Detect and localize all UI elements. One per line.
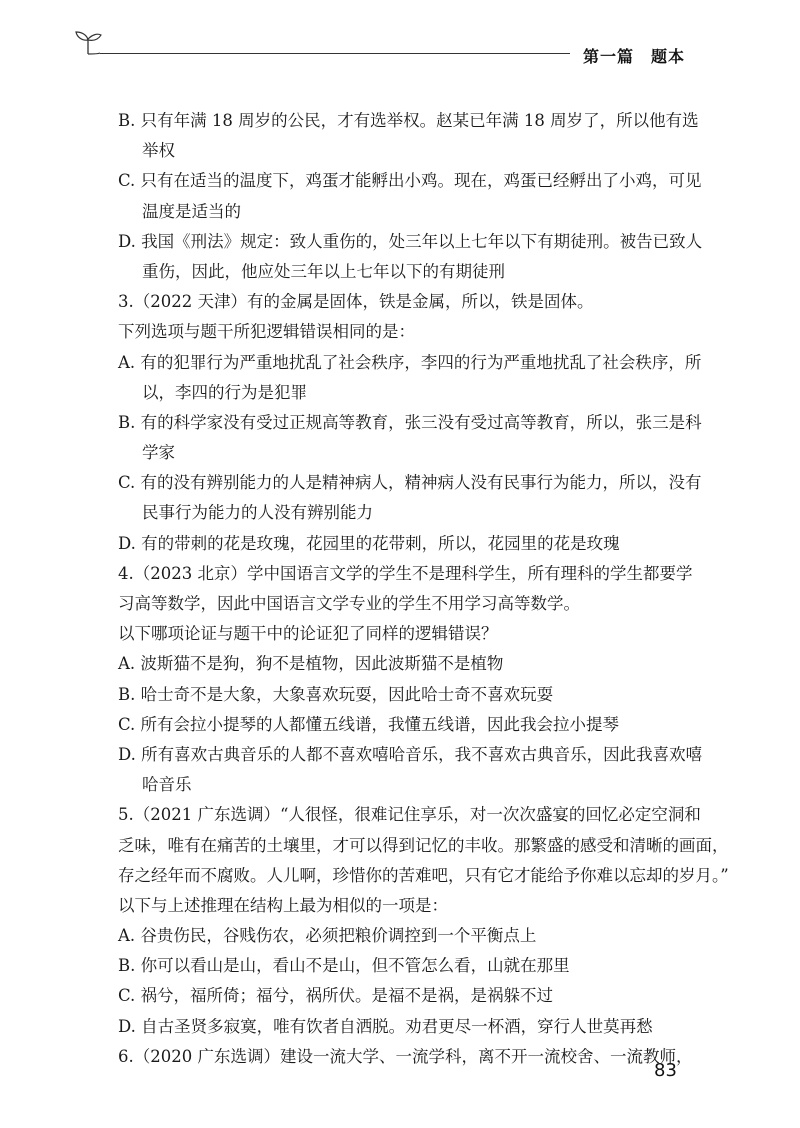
section-title: 第一篇 题本 (583, 47, 686, 66)
page-number: 83 (654, 1060, 677, 1081)
text-line: B. 只有年满 18 周岁的公民，才有选举权。赵某已年满 18 周岁了，所以他有选 (118, 111, 699, 130)
text-line: C. 有的没有辨别能力的人是精神病人，精神病人没有民事行为能力，所以，没有 (118, 473, 702, 493)
text-line: 以下哪项论证与题干中的论证犯了同样的逻辑错误？ (118, 624, 498, 644)
text-line: 3.（2022 天津）有的金属是固体，铁是金属，所以，铁是固体。 (118, 292, 594, 312)
text-line: A. 波斯猫不是狗，狗不是植物，因此波斯猫不是植物 (118, 654, 504, 674)
sprout-icon (74, 30, 102, 60)
text-line: B. 你可以看山是山，看山不是山，但不管怎么看，山就在那里 (118, 956, 570, 976)
text-line: C. 所有会拉小提琴的人都懂五线谱，我懂五线谱，因此我会拉小提琴 (118, 714, 620, 734)
text-line: 学家 (142, 443, 175, 463)
text-line: 民事行为能力的人没有辨别能力 (142, 503, 373, 523)
text-line: 重伤，因此，他应处三年以上七年以下的有期徒刑 (142, 261, 505, 281)
text-line: 5.（2021 广东选调）“人很怪，很难记住享乐，对一次次盛宴的回忆必定空洞和 (118, 805, 701, 825)
text-line: A. 有的犯罪行为严重地扰乱了社会秩序，李四的行为严重地扰乱了社会秩序，所 (118, 352, 702, 372)
text-line: C. 只有在适当的温度下，鸡蛋才能孵出小鸡。现在，鸡蛋已经孵出了小鸡，可见 (118, 171, 702, 191)
text-line: 6.（2020 广东选调）建设一流大学、一流学科，离不开一流校舍、一流教师， (118, 1046, 693, 1066)
text-line: C. 祸兮，福所倚；福兮，祸所伏。是福不是祸，是祸躲不过 (118, 986, 554, 1006)
text-line: 温度是适当的 (142, 201, 241, 221)
text-line: 乏味，唯有在痛苦的土壤里，才可以得到记忆的丰收。那繁盛的感受和清晰的画面， (118, 835, 729, 855)
page-header (0, 0, 800, 80)
text-line: 举权 (142, 141, 175, 161)
text-line: 下列选项与题干所犯逻辑错误相同的是： (118, 322, 415, 342)
text-line: 以，李四的行为是犯罪 (142, 382, 307, 402)
text-line: 习高等数学，因此中国语言文学专业的学生不用学习高等数学。 (118, 594, 580, 613)
text-line: D. 有的带刺的花是玫瑰，花园里的花带刺，所以，花园里的花是玫瑰 (118, 533, 620, 553)
text-line: D. 自古圣贤多寂寞，唯有饮者自洒脱。劝君更尽一杯酒，穿行人世莫再愁 (118, 1016, 653, 1036)
text-line: A. 谷贵伤民，谷贱伤农，必须把粮价调控到一个平衡点上 (118, 926, 537, 946)
text-line: 存之经年而不腐败。人儿啊，珍惜你的苦难吧，只有它才能给予你难以忘却的岁月。” (118, 865, 729, 885)
text-line: 4.（2023 北京）学中国语言文学的学生不是理科学生，所有理科的学生都要学 (118, 563, 693, 583)
text-line: 哈音乐 (142, 775, 192, 795)
page-body (118, 106, 729, 1072)
text-line: B. 有的科学家没有受过正规高等教育，张三没有受过高等教育，所以，张三是科 (118, 412, 702, 432)
text-line: D. 所有喜欢古典音乐的人都不喜欢嘻哈音乐，我不喜欢古典音乐，因此我喜欢嘻 (118, 744, 703, 764)
text-line: 以下与上述推理在结构上最为相似的一项是： (118, 895, 448, 915)
text-line: D. 我国《刑法》规定：致人重伤的，处三年以上七年以下有期徒刑。被告已致人 (118, 231, 703, 251)
text-line: B. 哈士奇不是大象，大象喜欢玩耍，因此哈士奇不喜欢玩耍 (118, 684, 554, 704)
header-rule (100, 53, 570, 54)
